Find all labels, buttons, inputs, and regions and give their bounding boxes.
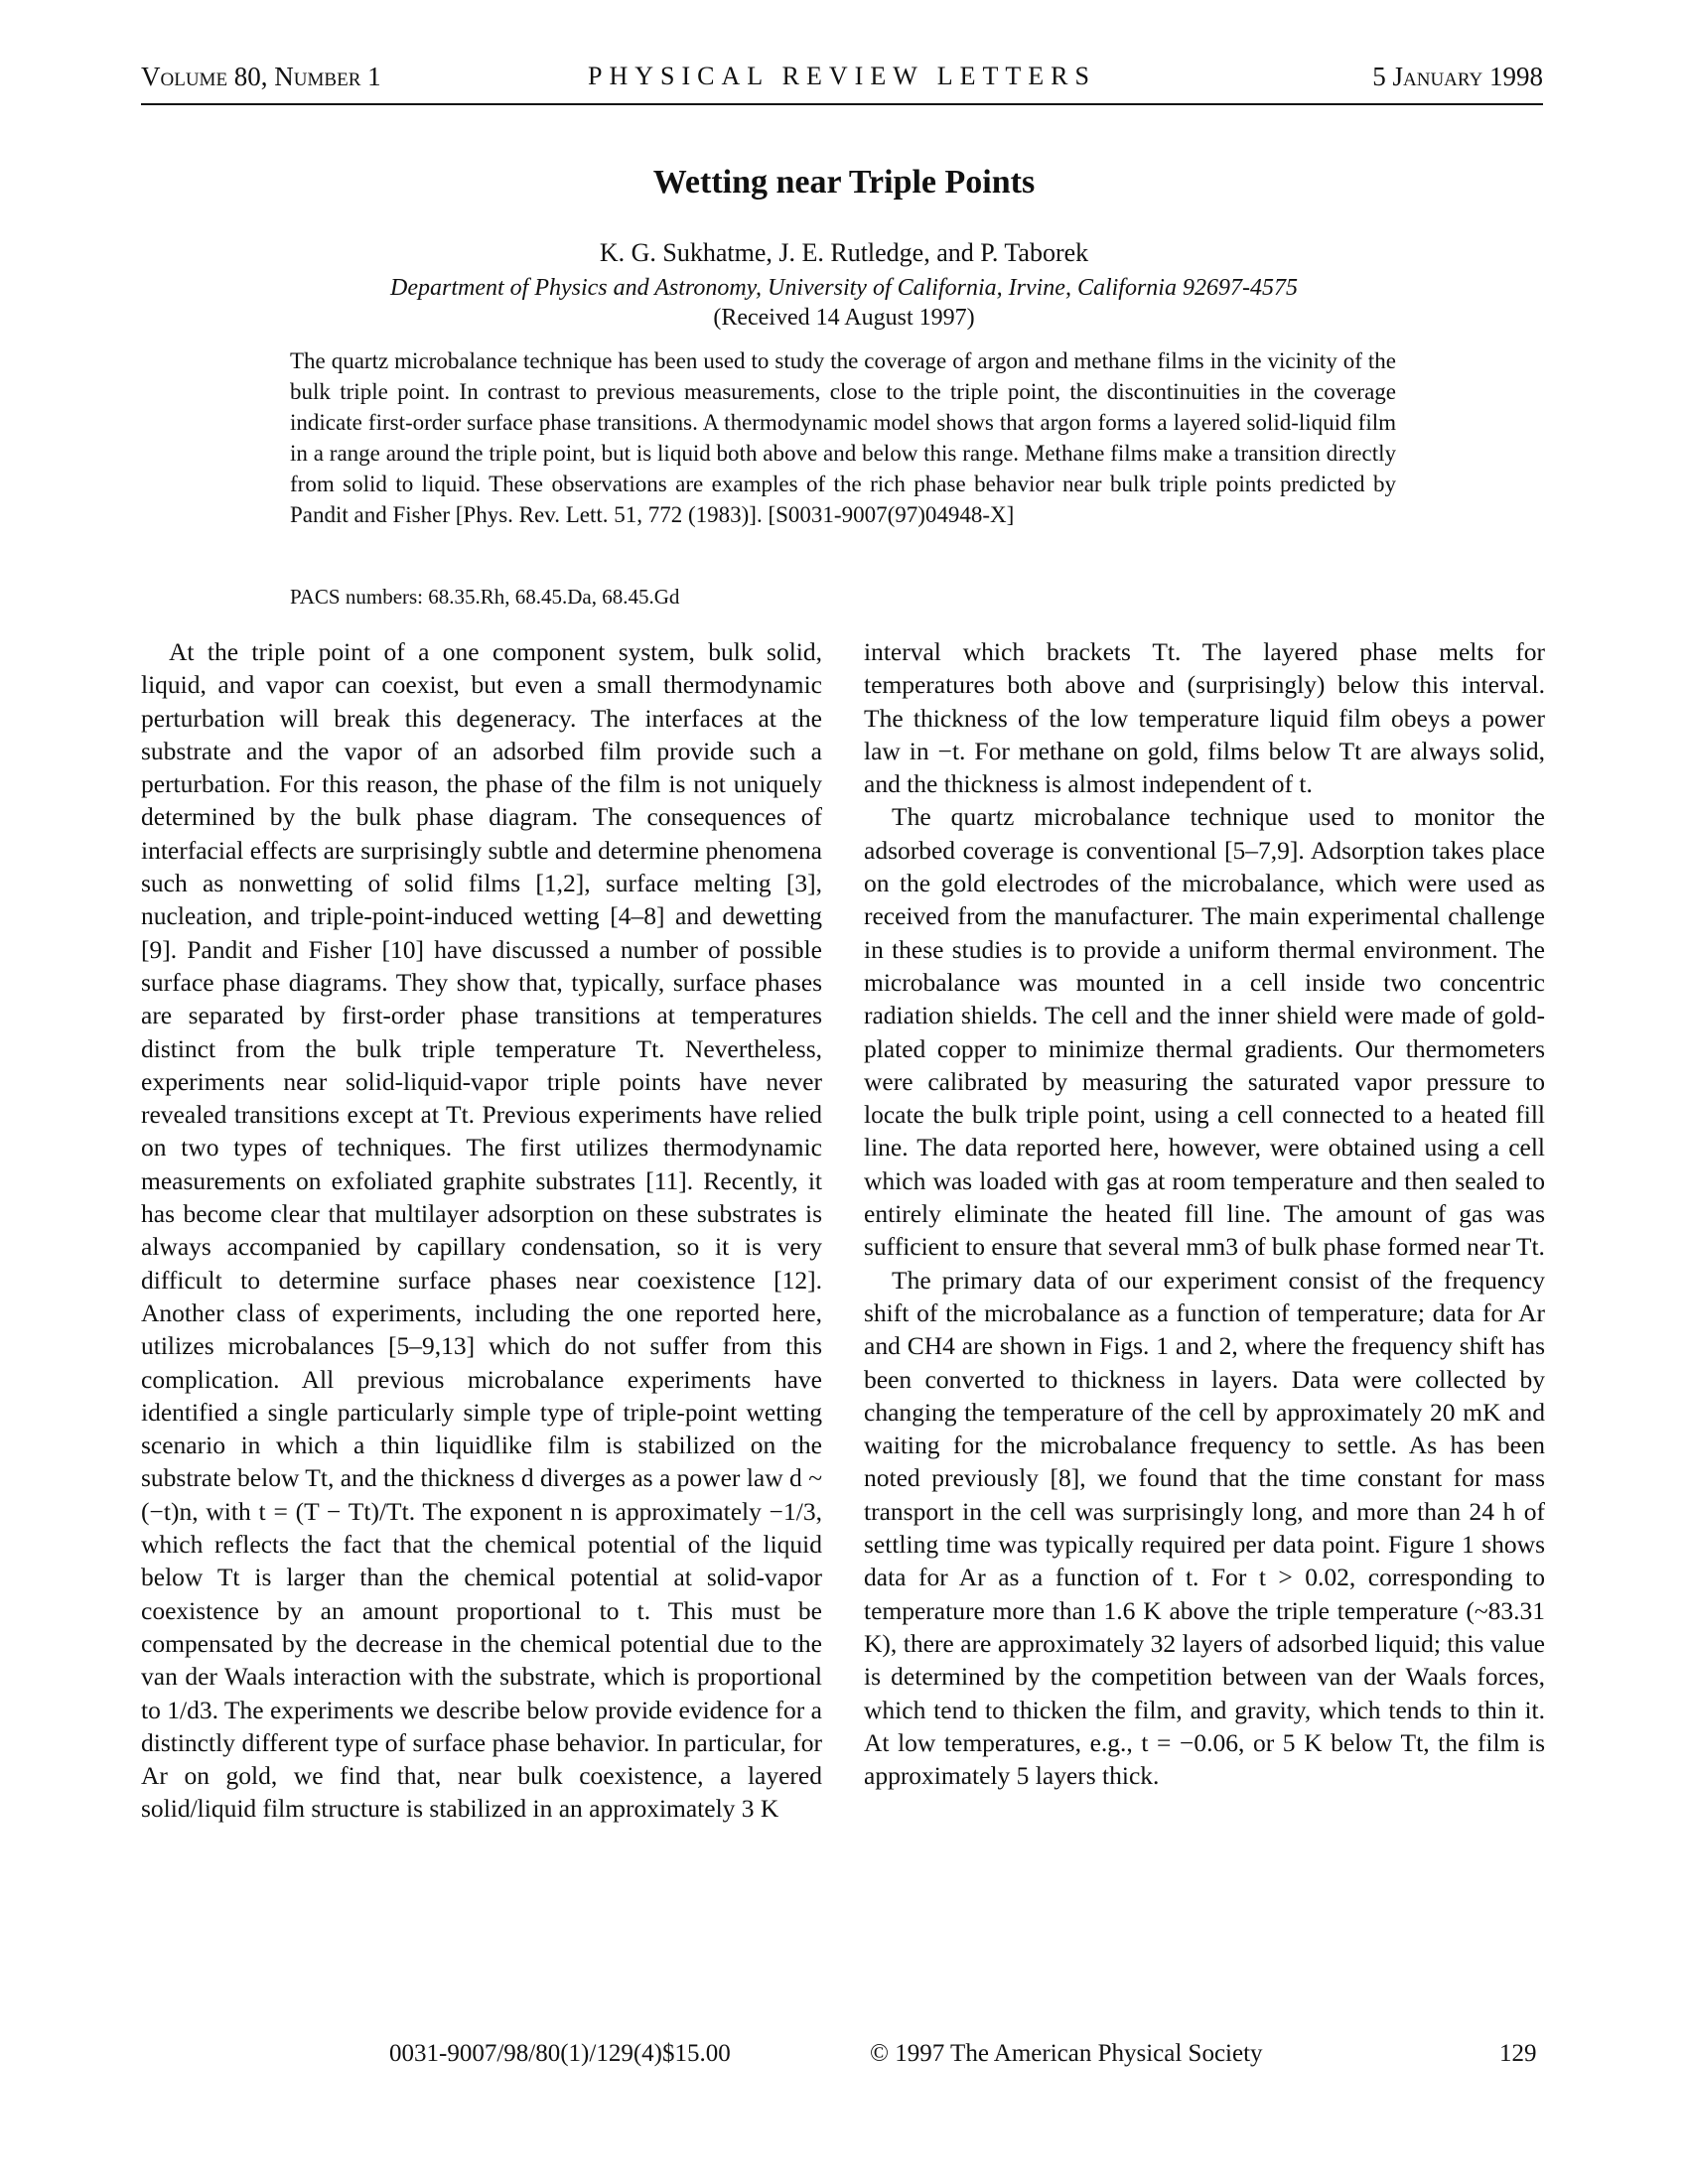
- affiliation: Department of Physics and Astronomy, University of California, Irvine, California 92697-4575: [390, 275, 1298, 301]
- article-title: Wetting near Triple Points: [652, 164, 1036, 201]
- running-header: [141, 62, 1543, 105]
- abstract: The quartz microbalance technique has been used to study the coverage of argon and methane films in the vicinity of the bulk triple point. In contrast to previous measurements, close to the triple point, the discontinuities in the coverage indicate first-order surface phase transitions. A thermodynamic model shows that argon forms a layered solid-liquid film in a range around the triple point, but is liquid both above and below this range. Methane films make a transition directly from solid to liquid. These observations are examples of the rich phase behavior near bulk triple points predicted by Pandit and Fisher [Phys. Rev. Lett. 51, 772 (1983)]. [S0031-9007(97)04948-X]: [290, 348, 1396, 527]
- volume-number: Volume 80, Number 1: [141, 62, 381, 91]
- issue-date: 5 January 1998: [1372, 62, 1543, 91]
- received-date: (Received 14 August 1997): [713, 305, 975, 331]
- body-column-left: [141, 635, 822, 1826]
- author-list: K. G. Sukhatme, J. E. Rutledge, and P. Taborek: [599, 238, 1089, 267]
- body-paragraph: At the triple point of a one component system, bulk solid, liquid, and vapor can coexist, but even a small thermodynamic perturbation will break this degeneracy. The interfaces at the substrate and the vapor of an adsorbed film provide such a perturbation. For this reason, the phase of the film is not uniquely determined by the bulk phase diagram. The consequences of interfacial effects are surprisingly subtle and determine phenomena such as nonwetting of solid films [1,2], surface melting [3], nucleation, and triple-point-induced wetting [4–8] and dewetting [9]. Pandit and Fisher [10] have discussed a number of possible surface phase diagrams. They show that, typically, surface phases are separated by first-order phase transitions at temperatures distinct from the bulk triple temperature Tt. Nevertheless, experiments near solid-liquid-vapor triple points have never revealed transitions except at Tt. Previous experiments have relied on two types of techniques. The first utilizes thermodynamic measurements on exfoliated graphite substrates [11]. Recently, it has become clear that multilayer adsorption on these substrates is always accompanied by capillary condensation, so it is very difficult to determine surface phases near coexistence [12]. Another class of experiments, including the one reported here, utilizes microbalances [5–9,13] which do not suffer from this complication. All previous microbalance experiments have identified a single particularly simple type of triple-point wetting scenario in which a thin liquidlike film is stabilized on the substrate below Tt, and the thickness d diverges as a power law d ~ (−t)n, with t = (T − Tt)/Tt. The exponent n is approximately −1/3, which reflects the fact that the chemical potential of the liquid below Tt is larger than the chemical potential at solid-vapor coexistence by an amount proportional to t. This must be compensated by the decrease in the chemical potential due to the van der Waals interaction with the substrate, which is proportional to 1/d3. The experiments we describe below provide evidence for a distinctly different type of surface phase behavior. In particular, for Ar on gold, we find that, near bulk coexistence, a layered solid/liquid film structure is stabilized in an approximately 3 K: [141, 637, 822, 1824]
- body-paragraph: The quartz microbalance technique used to monitor the adsorbed coverage is conventional [5–7,9]. Adsorption takes place on the gold electrodes of the microbalance, which were used as received from the manufacturer. The main experimental challenge in these studies is to provide a uniform thermal environment. The microbalance was mounted in a cell inside two concentric radiation shields. The cell and the inner shield were made of gold-plated copper to minimize thermal gradients. Our thermometers were calibrated by measuring the saturated vapor pressure to locate the bulk triple point, using a cell connected to a heated fill line. The data reported here, however, were obtained using a cell which was loaded with gas at room temperature and then sealed to entirely eliminate the heated fill line. The amount of gas was sufficient to ensure that several mm3 of bulk phase formed near Tt.: [864, 802, 1545, 1262]
- body-column-right: [864, 635, 1545, 1792]
- article-code: 0031-9007/98/80(1)/129(4)$15.00: [389, 2040, 731, 2067]
- page-number: 129: [1499, 2040, 1537, 2067]
- body-paragraph: The primary data of our experiment consist of the frequency shift of the microbalance as a function of temperature; data for Ar and CH4 are shown in Figs. 1 and 2, where the frequency shift has been converted to thickness in layers. Data were collected by changing the temperature of the cell by approximately 20 mK and waiting for the microbalance frequency to settle. As has been noted previously [8], we found that the time constant for mass transport in the cell was surprisingly long, and more than 24 h of settling time was typically required per data point. Figure 1 shows data for Ar as a function of t. For t > 0.02, corresponding to temperature more than 1.6 K above the triple temperature (~83.31 K), there are approximately 32 layers of adsorbed liquid; this value is determined by the competition between van der Waals forces, which tend to thicken the film, and gravity, which tends to thin it. At low temperatures, e.g., t = −0.06, or 5 K below Tt, the film is approximately 5 layers thick.: [864, 1265, 1545, 1791]
- copyright-notice: © 1997 The American Physical Society: [870, 2040, 1263, 2067]
- journal-name: PHYSICAL REVIEW LETTERS: [588, 62, 1096, 90]
- body-paragraph: interval which brackets Tt. The layered phase melts for temperatures both above and (surprisingly) below this interval. The thickness of the low temperature liquid film obeys a power law in −t. For methane on gold, films below Tt are always solid, and the thickness is almost independent of t.: [864, 637, 1545, 799]
- pacs-numbers: PACS numbers: 68.35.Rh, 68.45.Da, 68.45.Gd: [290, 585, 680, 609]
